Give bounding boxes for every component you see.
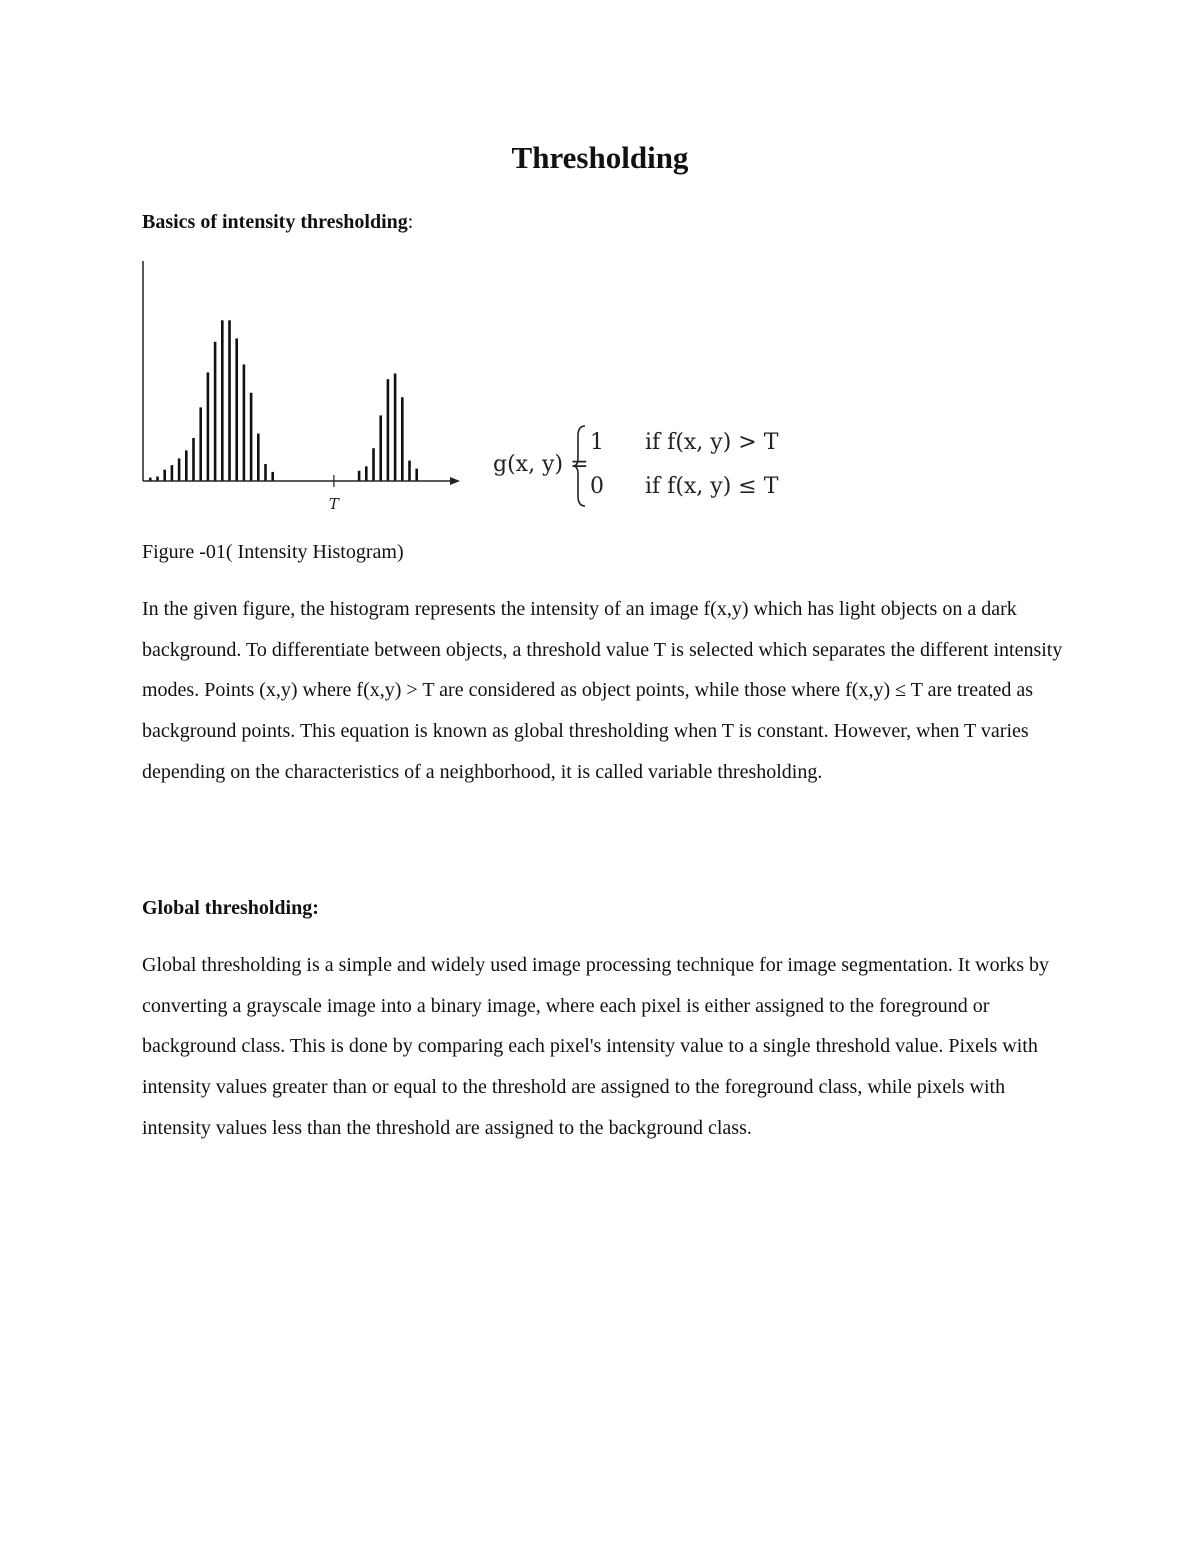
histogram-bar [264, 464, 267, 481]
figure [138, 256, 788, 520]
intensity-histogram [138, 256, 468, 520]
histogram-bar [207, 372, 210, 481]
case1-value: 1 [590, 430, 604, 455]
histogram-bars [149, 320, 418, 481]
histogram-bar [394, 374, 397, 482]
histogram-bar [379, 415, 382, 481]
figure-caption: Figure -01( Intensity Histogram) [142, 541, 404, 563]
histogram-bar [358, 471, 361, 481]
histogram-bar [250, 393, 253, 481]
histogram-bar [171, 465, 174, 481]
case1-condition: if f(x, y) > T [645, 430, 779, 455]
histogram-bar [387, 379, 390, 481]
histogram-bar [228, 320, 231, 481]
threshold-label: T [328, 495, 339, 513]
brace-icon [572, 424, 586, 508]
histogram-bar [243, 364, 246, 481]
section-heading-basics-text: Basics of intensity thresholding [142, 211, 408, 233]
section-heading-global: Global thresholding: [142, 897, 319, 919]
histogram-bar [163, 470, 166, 481]
histogram-bar [192, 438, 195, 481]
histogram-bar [415, 469, 418, 481]
histogram-bar [185, 450, 188, 481]
histogram-bar [365, 466, 368, 481]
histogram-bar [178, 458, 181, 481]
page-title: Thresholding [511, 140, 689, 175]
histogram-bar [257, 434, 260, 482]
case2-value: 0 [590, 474, 604, 499]
heading-colon: : [407, 211, 414, 233]
histogram-bar [199, 407, 202, 481]
histogram-bar [271, 472, 274, 481]
case2-condition: if f(x, y) ≤ T [645, 474, 779, 499]
section-heading-basics [142, 211, 413, 234]
histogram-bar [408, 461, 411, 481]
x-axis-arrow-icon [450, 477, 460, 485]
histogram-bar [221, 320, 224, 481]
histogram-bar [214, 342, 217, 481]
histogram-bar [235, 338, 238, 481]
histogram-bar [372, 448, 375, 481]
paragraph-intro: In the given figure, the histogram represents the intensity of an image f(x,y) which has light objects on a dark background. To differentiate between objects, a threshold value T is selected which separates the different intensity modes. Points (x,y) where f(x,y) > T are considered as object points, while those where f(x,y) ≤ T are treated as background points. This equation is known as global thresholding when T is constant. However, when T varies depending on the characteristics of a neighborhood, it is called variable thresholding. [142, 598, 1063, 783]
equation-lhs: g(x, y) = [493, 452, 589, 477]
histogram-bar [401, 397, 404, 481]
paragraph-global: Global thresholding is a simple and widely used image processing technique for image segmentation. It works by converting a grayscale image into a binary image, where each pixel is either assigned to the foreground or background class. This is done by comparing each pixel's intensity value to a single threshold value. Pixels with intensity values greater than or equal to the threshold are assigned to the foreground class, while pixels with intensity values less than the threshold are assigned to the background class. [142, 954, 1050, 1139]
threshold-equation [493, 422, 793, 512]
